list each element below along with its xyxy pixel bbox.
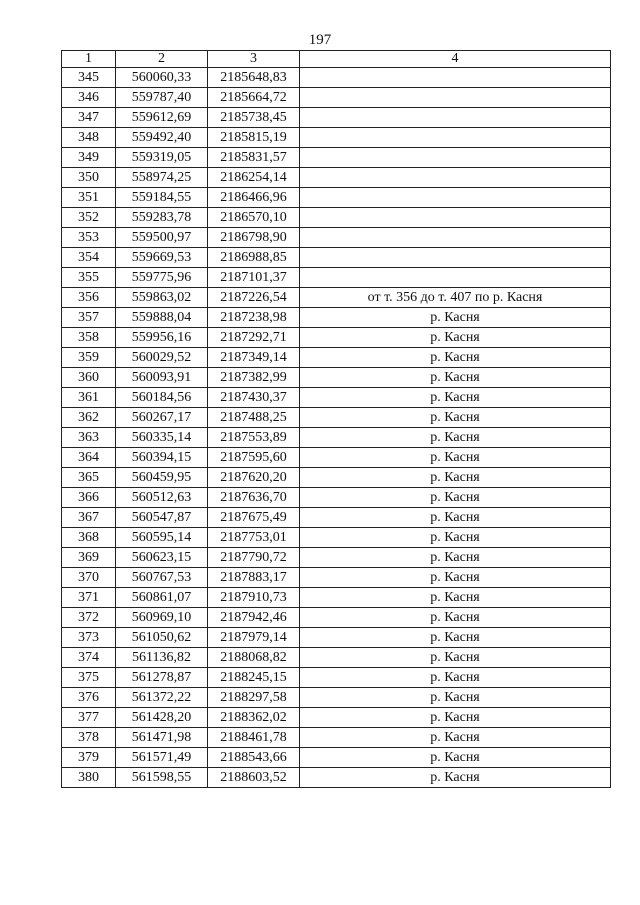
y-coordinate-cell: 2186798,90 — [208, 228, 300, 248]
y-coordinate-cell: 2185738,45 — [208, 108, 300, 128]
point-number-cell: 345 — [62, 68, 116, 88]
table-row — [62, 88, 611, 108]
description-cell: р. Касня — [300, 468, 611, 488]
table-row — [62, 268, 611, 288]
table-row — [62, 508, 611, 528]
table-row — [62, 488, 611, 508]
table-row — [62, 368, 611, 388]
y-coordinate-cell: 2187430,37 — [208, 388, 300, 408]
x-coordinate-cell: 561050,62 — [116, 628, 208, 648]
x-coordinate-cell: 561571,49 — [116, 748, 208, 768]
point-number-cell: 368 — [62, 528, 116, 548]
table-row — [62, 328, 611, 348]
point-number-cell: 364 — [62, 448, 116, 468]
point-number-cell: 371 — [62, 588, 116, 608]
table-row — [62, 68, 611, 88]
x-coordinate-cell: 560335,14 — [116, 428, 208, 448]
point-number-cell: 370 — [62, 568, 116, 588]
point-number-cell: 378 — [62, 728, 116, 748]
x-coordinate-cell: 560969,10 — [116, 608, 208, 628]
point-number-cell: 352 — [62, 208, 116, 228]
description-cell: р. Касня — [300, 388, 611, 408]
point-number-cell: 350 — [62, 168, 116, 188]
description-cell — [300, 268, 611, 288]
x-coordinate-cell: 559863,02 — [116, 288, 208, 308]
y-coordinate-cell: 2188603,52 — [208, 768, 300, 788]
description-cell: р. Касня — [300, 528, 611, 548]
table-row — [62, 728, 611, 748]
x-coordinate-cell: 561428,20 — [116, 708, 208, 728]
y-coordinate-cell: 2188297,58 — [208, 688, 300, 708]
x-coordinate-cell: 559669,53 — [116, 248, 208, 268]
point-number-cell: 369 — [62, 548, 116, 568]
point-number-cell: 367 — [62, 508, 116, 528]
table-row — [62, 708, 611, 728]
y-coordinate-cell: 2187753,01 — [208, 528, 300, 548]
point-number-cell: 351 — [62, 188, 116, 208]
point-number-cell: 365 — [62, 468, 116, 488]
point-number-cell: 362 — [62, 408, 116, 428]
y-coordinate-cell: 2187553,89 — [208, 428, 300, 448]
y-coordinate-cell: 2187883,17 — [208, 568, 300, 588]
table-row — [62, 608, 611, 628]
x-coordinate-cell: 561471,98 — [116, 728, 208, 748]
description-cell: р. Касня — [300, 668, 611, 688]
page-number: 197 — [308, 32, 332, 48]
description-cell: р. Касня — [300, 488, 611, 508]
point-number-cell: 379 — [62, 748, 116, 768]
description-cell — [300, 168, 611, 188]
description-cell — [300, 128, 611, 148]
description-cell: р. Касня — [300, 328, 611, 348]
table-row — [62, 168, 611, 188]
point-number-cell: 346 — [62, 88, 116, 108]
y-coordinate-cell: 2187942,46 — [208, 608, 300, 628]
table-header — [62, 51, 611, 68]
point-number-cell: 377 — [62, 708, 116, 728]
x-coordinate-cell: 560060,33 — [116, 68, 208, 88]
x-coordinate-cell: 561372,22 — [116, 688, 208, 708]
y-coordinate-cell: 2188362,02 — [208, 708, 300, 728]
table-row — [62, 388, 611, 408]
point-number-cell: 347 — [62, 108, 116, 128]
point-number-cell: 359 — [62, 348, 116, 368]
y-coordinate-cell: 2185648,83 — [208, 68, 300, 88]
point-number-cell: 363 — [62, 428, 116, 448]
table-row — [62, 428, 611, 448]
description-cell — [300, 68, 611, 88]
y-coordinate-cell: 2187382,99 — [208, 368, 300, 388]
y-coordinate-cell: 2186254,14 — [208, 168, 300, 188]
description-cell: р. Касня — [300, 428, 611, 448]
table-row — [62, 588, 611, 608]
description-cell: р. Касня — [300, 648, 611, 668]
point-number-cell: 348 — [62, 128, 116, 148]
table-row — [62, 248, 611, 268]
description-cell: р. Касня — [300, 568, 611, 588]
y-coordinate-cell: 2187636,70 — [208, 488, 300, 508]
point-number-cell: 353 — [62, 228, 116, 248]
x-coordinate-cell: 560029,52 — [116, 348, 208, 368]
description-cell: р. Касня — [300, 708, 611, 728]
y-coordinate-cell: 2187238,98 — [208, 308, 300, 328]
y-coordinate-cell: 2185831,57 — [208, 148, 300, 168]
x-coordinate-cell: 560595,14 — [116, 528, 208, 548]
point-number-cell: 361 — [62, 388, 116, 408]
table-row — [62, 528, 611, 548]
y-coordinate-cell: 2187101,37 — [208, 268, 300, 288]
description-cell — [300, 108, 611, 128]
description-cell: р. Касня — [300, 748, 611, 768]
x-coordinate-cell: 559184,55 — [116, 188, 208, 208]
x-coordinate-cell: 560547,87 — [116, 508, 208, 528]
description-cell: р. Касня — [300, 588, 611, 608]
coordinates-table — [61, 50, 611, 788]
x-coordinate-cell: 559319,05 — [116, 148, 208, 168]
description-cell: от т. 356 до т. 407 по р. Касня — [300, 288, 611, 308]
table-row — [62, 408, 611, 428]
point-number-cell: 354 — [62, 248, 116, 268]
table-row — [62, 228, 611, 248]
x-coordinate-cell: 560512,63 — [116, 488, 208, 508]
description-cell: р. Касня — [300, 348, 611, 368]
y-coordinate-cell: 2188245,15 — [208, 668, 300, 688]
table-row — [62, 748, 611, 768]
table-body — [62, 68, 611, 788]
x-coordinate-cell: 559500,97 — [116, 228, 208, 248]
description-cell: р. Касня — [300, 628, 611, 648]
description-cell: р. Касня — [300, 308, 611, 328]
table-row — [62, 308, 611, 328]
y-coordinate-cell: 2187349,14 — [208, 348, 300, 368]
point-number-cell: 356 — [62, 288, 116, 308]
column-header-4: 4 — [300, 51, 611, 68]
y-coordinate-cell: 2187488,25 — [208, 408, 300, 428]
point-number-cell: 349 — [62, 148, 116, 168]
point-number-cell: 373 — [62, 628, 116, 648]
y-coordinate-cell: 2186988,85 — [208, 248, 300, 268]
description-cell — [300, 208, 611, 228]
description-cell: р. Касня — [300, 608, 611, 628]
point-number-cell: 355 — [62, 268, 116, 288]
table-row — [62, 348, 611, 368]
y-coordinate-cell: 2187226,54 — [208, 288, 300, 308]
table-row — [62, 448, 611, 468]
y-coordinate-cell: 2187620,20 — [208, 468, 300, 488]
table-row — [62, 128, 611, 148]
table-row — [62, 568, 611, 588]
y-coordinate-cell: 2187979,14 — [208, 628, 300, 648]
table-row — [62, 288, 611, 308]
column-header-2: 2 — [116, 51, 208, 68]
table-row — [62, 688, 611, 708]
description-cell: р. Касня — [300, 448, 611, 468]
table-row — [62, 548, 611, 568]
y-coordinate-cell: 2187675,49 — [208, 508, 300, 528]
description-cell — [300, 88, 611, 108]
y-coordinate-cell: 2185664,72 — [208, 88, 300, 108]
description-cell: р. Касня — [300, 768, 611, 788]
table-row — [62, 188, 611, 208]
header-row — [62, 51, 611, 68]
table-row — [62, 648, 611, 668]
description-cell: р. Касня — [300, 548, 611, 568]
y-coordinate-cell: 2187790,72 — [208, 548, 300, 568]
y-coordinate-cell: 2188461,78 — [208, 728, 300, 748]
x-coordinate-cell: 561598,55 — [116, 768, 208, 788]
table-row — [62, 148, 611, 168]
x-coordinate-cell: 559612,69 — [116, 108, 208, 128]
x-coordinate-cell: 559775,96 — [116, 268, 208, 288]
description-cell — [300, 148, 611, 168]
x-coordinate-cell: 560394,15 — [116, 448, 208, 468]
point-number-cell: 358 — [62, 328, 116, 348]
point-number-cell: 380 — [62, 768, 116, 788]
y-coordinate-cell: 2187595,60 — [208, 448, 300, 468]
x-coordinate-cell: 559956,16 — [116, 328, 208, 348]
x-coordinate-cell: 559283,78 — [116, 208, 208, 228]
x-coordinate-cell: 560184,56 — [116, 388, 208, 408]
y-coordinate-cell: 2187292,71 — [208, 328, 300, 348]
y-coordinate-cell: 2188543,66 — [208, 748, 300, 768]
point-number-cell: 374 — [62, 648, 116, 668]
column-header-3: 3 — [208, 51, 300, 68]
table-row — [62, 768, 611, 788]
y-coordinate-cell: 2186570,10 — [208, 208, 300, 228]
table-row — [62, 108, 611, 128]
y-coordinate-cell: 2186466,96 — [208, 188, 300, 208]
description-cell: р. Касня — [300, 408, 611, 428]
table-row — [62, 468, 611, 488]
y-coordinate-cell: 2188068,82 — [208, 648, 300, 668]
table-row — [62, 668, 611, 688]
description-cell — [300, 228, 611, 248]
description-cell: р. Касня — [300, 368, 611, 388]
x-coordinate-cell: 559888,04 — [116, 308, 208, 328]
x-coordinate-cell: 560093,91 — [116, 368, 208, 388]
point-number-cell: 366 — [62, 488, 116, 508]
x-coordinate-cell: 560459,95 — [116, 468, 208, 488]
y-coordinate-cell: 2185815,19 — [208, 128, 300, 148]
table-row — [62, 208, 611, 228]
point-number-cell: 376 — [62, 688, 116, 708]
point-number-cell: 372 — [62, 608, 116, 628]
description-cell: р. Касня — [300, 688, 611, 708]
description-cell: р. Касня — [300, 728, 611, 748]
x-coordinate-cell: 561136,82 — [116, 648, 208, 668]
x-coordinate-cell: 559492,40 — [116, 128, 208, 148]
x-coordinate-cell: 561278,87 — [116, 668, 208, 688]
x-coordinate-cell: 560267,17 — [116, 408, 208, 428]
table-row — [62, 628, 611, 648]
description-cell — [300, 188, 611, 208]
column-header-1: 1 — [62, 51, 116, 68]
x-coordinate-cell: 559787,40 — [116, 88, 208, 108]
x-coordinate-cell: 560861,07 — [116, 588, 208, 608]
y-coordinate-cell: 2187910,73 — [208, 588, 300, 608]
point-number-cell: 357 — [62, 308, 116, 328]
point-number-cell: 360 — [62, 368, 116, 388]
description-cell — [300, 248, 611, 268]
x-coordinate-cell: 560767,53 — [116, 568, 208, 588]
x-coordinate-cell: 560623,15 — [116, 548, 208, 568]
x-coordinate-cell: 558974,25 — [116, 168, 208, 188]
description-cell: р. Касня — [300, 508, 611, 528]
point-number-cell: 375 — [62, 668, 116, 688]
